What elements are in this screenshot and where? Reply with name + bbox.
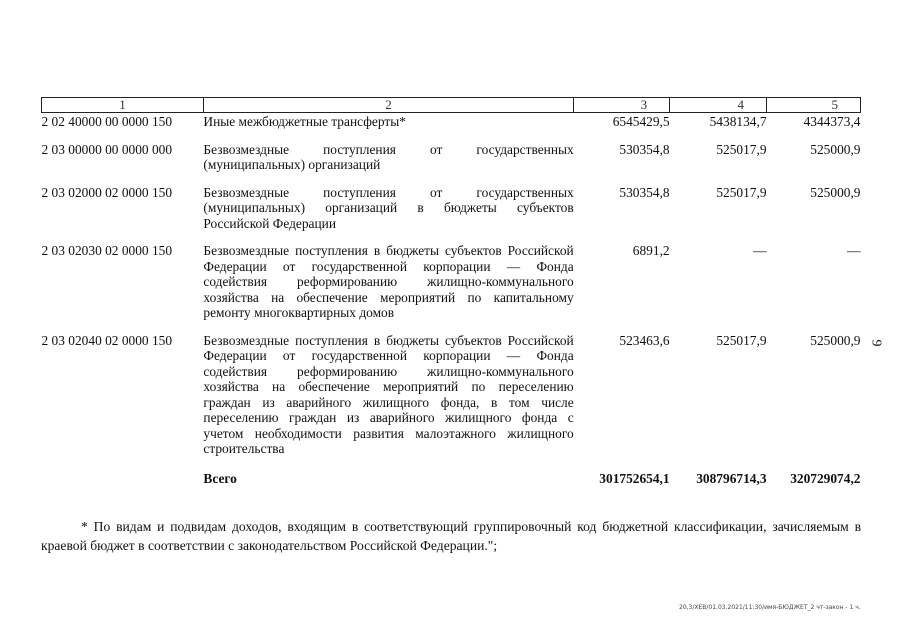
header-col-3: 3 [574,98,670,113]
budget-table [41,97,861,486]
table-header [42,98,861,113]
row-code: 2 02 40000 00 0000 150 [41,114,173,129]
total-code-empty [42,469,204,487]
total-label: Всего [203,470,237,486]
footer-stamp: 20,3/ХЕВ/01.03.2021/11:30/имя-БЮДЖЕТ_2 чт-закон - 1 ч. [679,604,861,611]
table-row [42,142,861,185]
total-value-2023: 320729074,2 [790,470,861,486]
header-col-2: 2 [203,98,573,113]
row-name: Безвозмездные поступления в бюджеты субъектов Российской Федерации от государственной корпорации — Фонда содействия реформированию жилищно-коммунального хозяйства на обеспечение мероприятий по переселению граждан из аварийного жилищного фонда, в том числе переселению граждан из аварийного жилищного фонда с учетом необходимости развития малоэтажного жилищного строительства [203,332,574,456]
total-value-2021: 301752654,1 [599,470,670,486]
header-col-5: 5 [767,98,861,113]
row-code: 2 03 02030 02 0000 150 [41,243,173,258]
row-value-2023: — [847,243,861,258]
row-value-2021: 6891,2 [632,243,670,258]
row-name: Безвозмездные поступления от государственных (муниципальных) организаций [203,141,574,172]
table-row [42,113,861,142]
row-value-2021: 530354,8 [619,141,670,157]
table-row [42,243,861,333]
header-col-1: 1 [42,98,204,113]
row-name: Безвозмездные поступления в бюджеты субъектов Российской Федерации от государственной корпорации — Фонда содействия реформированию жилищно-коммунального хозяйства на обеспечение мероприятий по капитальному ремонту многоквартирных домов [203,243,574,320]
row-name: Безвозмездные поступления от государственных (муниципальных) организаций в бюджеты субъектов Российской Федерации [203,184,574,231]
row-value-2022: 525017,9 [716,332,767,348]
row-value-2021: 523463,6 [619,332,670,348]
row-value-2022: 525017,9 [716,184,767,200]
table-row [42,185,861,244]
row-value-2021: 530354,8 [619,184,670,200]
row-value-2023: 525000,9 [810,184,861,200]
row-code: 2 03 02000 02 0000 150 [41,184,173,200]
footnote: * По видам и подвидам доходов, входящим в соответствующий группировочный код бюджетной классификации, зачисляемым в краевой бюджет в соответствии с законодательством Российской Федерации."; [41,519,861,553]
row-code: 2 03 02040 02 0000 150 [41,332,173,348]
row-code: 2 03 00000 00 0000 000 [41,141,173,157]
row-value-2023: 4344373,4 [803,114,861,129]
row-value-2022: — [753,243,767,258]
header-col-4: 4 [670,98,767,113]
row-value-2021: 6545429,5 [612,114,670,129]
row-value-2022: 525017,9 [716,141,767,157]
row-value-2022: 5438134,7 [709,114,767,129]
total-value-2022: 308796714,3 [696,470,767,486]
page-number: 9 [868,339,884,347]
total-row [42,469,861,487]
row-value-2023: 525000,9 [810,141,861,157]
row-name: Иные межбюджетные трансферты* [203,114,406,129]
table-row [42,333,861,469]
row-value-2023: 525000,9 [810,332,861,348]
